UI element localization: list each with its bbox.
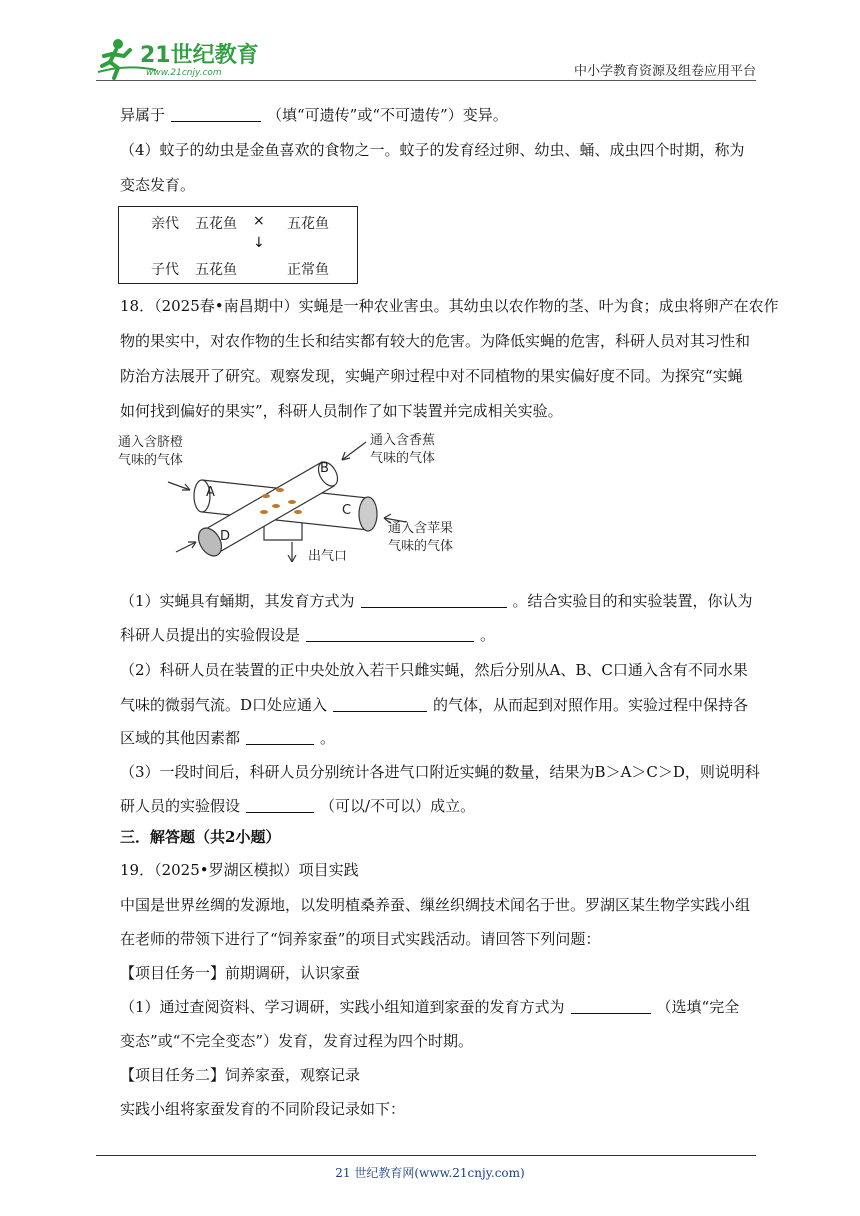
q18-sub3-line-1: （3）一段时间后，科研人员分别统计各进气口附近实蝇的数量，结果为B＞A＞C＞D，则说明科	[120, 763, 760, 781]
q18-text: 科研人员提出的实验假设是	[120, 626, 301, 644]
header-right-text: 中小学教育资源及组卷应用平台	[573, 64, 756, 79]
q18-line-2: 物的果实中，对农作物的生长和结实都有较大的危害。为降低实蝇的危害，科研人员对其习性和	[120, 332, 751, 350]
logo-url: www.21cnjy.com	[146, 68, 222, 78]
label-banana-2: 气味的气体	[370, 451, 436, 466]
q19-sub1-line-2: 变态”或“不完全变态”）发育，发育过程为四个时期。	[120, 1032, 474, 1050]
q18-text: （可以/不可以）成立。	[320, 797, 476, 815]
parent-a: 五花鱼	[195, 216, 237, 232]
parent-label: 亲代	[151, 216, 179, 232]
answer-blank[interactable]	[361, 592, 507, 608]
answer-blank[interactable]	[571, 998, 651, 1014]
label-a: A	[206, 485, 215, 500]
q17-line-1	[120, 104, 508, 126]
label-d: D	[220, 529, 231, 544]
q19-text: （1）通过查阅资料、学习调研，实践小组知道到家蚕的发育方式为	[120, 998, 565, 1016]
q18-line-3: 防治方法展开了研究。观察发现，实蝇产卵过程中对不同植物的果实偏好度不同。为探究“实蝇	[120, 367, 743, 385]
q18-text: 。	[480, 626, 496, 644]
genetics-cross-table	[118, 206, 358, 284]
label-b: B	[320, 461, 329, 476]
answer-blank[interactable]	[246, 797, 314, 813]
q17-text: （填“可遗传”或“不可遗传”）变异。	[267, 106, 508, 124]
q18-line-4: 如何找到偏好的果实”，科研人员制作了如下装置并完成相关实验。	[120, 402, 563, 420]
q18-sub3-line-2	[120, 795, 475, 817]
child-a: 五花鱼	[195, 262, 237, 278]
logo-text: 21世纪教育	[140, 43, 259, 68]
q19-line-last: 实践小组将家蚕发育的不同阶段记录如下：	[120, 1100, 406, 1118]
q18-text: 气味的微弱气流。D口处应通入	[120, 696, 328, 714]
q18-text: 区域的其他因素都	[120, 729, 241, 747]
section-title: 三．解答题（共2小题）	[120, 828, 281, 846]
answer-blank[interactable]	[246, 729, 314, 745]
q17-line-3: 变态发育。	[120, 176, 196, 194]
footer-divider	[96, 1155, 756, 1156]
q18-text: 的气体，从而起到对照作用。实验过程中保持各	[433, 696, 749, 714]
site-logo	[96, 36, 266, 80]
q19-task-2: 【项目任务二】饲养家蚕，观察记录	[120, 1066, 361, 1084]
label-orange-2: 气味的气体	[118, 453, 184, 468]
q19-line-2: 中国是世界丝绸的发源地，以发明植桑养蚕、缫丝织绸技术闻名于世。罗湖区某生物学实践小组	[120, 896, 751, 914]
q18-line-1: 18．（2025春•南昌期中）实蝇是一种农业害虫。其幼虫以农作物的茎、叶为食；成虫将卵产在农作	[120, 297, 779, 315]
q18-text: 研人员的实验假设	[120, 797, 241, 815]
q18-sub2-line-1: （2）科研人员在装置的正中央处放入若干只雌实蝇，然后分别从A、B、C口通入含有不同水果	[120, 661, 748, 679]
q18-sub1-line-2	[120, 624, 495, 646]
down-arrow-icon: ↓	[253, 235, 265, 251]
port-c-mesh	[359, 497, 377, 531]
q19-line-3: 在老师的带领下进行了“饲养家蚕”的项目式实践活动。请回答下列问题：	[120, 930, 601, 948]
q17-line-2: （4）蚊子的幼虫是金鱼喜欢的食物之一。蚊子的发育经过卵、幼虫、蛹、成虫四个时期，称为	[120, 141, 745, 159]
answer-blank[interactable]	[333, 696, 427, 712]
label-outlet: 出气口	[308, 549, 348, 564]
q19-line-1: 19．（2025•罗湖区模拟）项目实践	[120, 861, 359, 879]
answer-blank[interactable]	[171, 106, 261, 122]
answer-blank[interactable]	[306, 626, 474, 642]
q18-text: 。	[320, 729, 336, 747]
q18-sub1-line-1	[120, 590, 753, 612]
q19-task-1: 【项目任务一】前期调研，认识家蚕	[120, 964, 361, 982]
q18-sub2-line-3	[120, 727, 335, 749]
q17-text: 异属于	[120, 106, 166, 124]
q18-text: 。结合实验目的和实验装置，你认为	[512, 592, 753, 610]
header-divider	[96, 80, 756, 81]
footer-link[interactable]: 21 世纪教育网(www.21cnjy.com)	[335, 1166, 525, 1180]
experiment-apparatus-figure	[116, 428, 488, 570]
arrow-into-b-icon	[342, 442, 366, 460]
cross-symbol: ×	[253, 213, 265, 229]
label-c: C	[342, 503, 352, 518]
child-label: 子代	[151, 262, 179, 278]
label-apple-2: 气味的气体	[388, 539, 454, 554]
q19-sub1-line-1	[120, 996, 739, 1018]
child-b: 正常鱼	[287, 262, 329, 278]
q18-text: （1）实蝇具有蛹期，其发育方式为	[120, 592, 355, 610]
q18-sub2-line-2	[120, 694, 748, 716]
parent-b: 五花鱼	[287, 216, 329, 232]
label-orange-1: 通入含脐橙	[118, 435, 184, 450]
label-banana-1: 通入含香蕉	[370, 433, 436, 448]
label-apple-1: 通入含苹果	[388, 521, 454, 536]
q19-text: （选填“完全	[656, 998, 740, 1016]
